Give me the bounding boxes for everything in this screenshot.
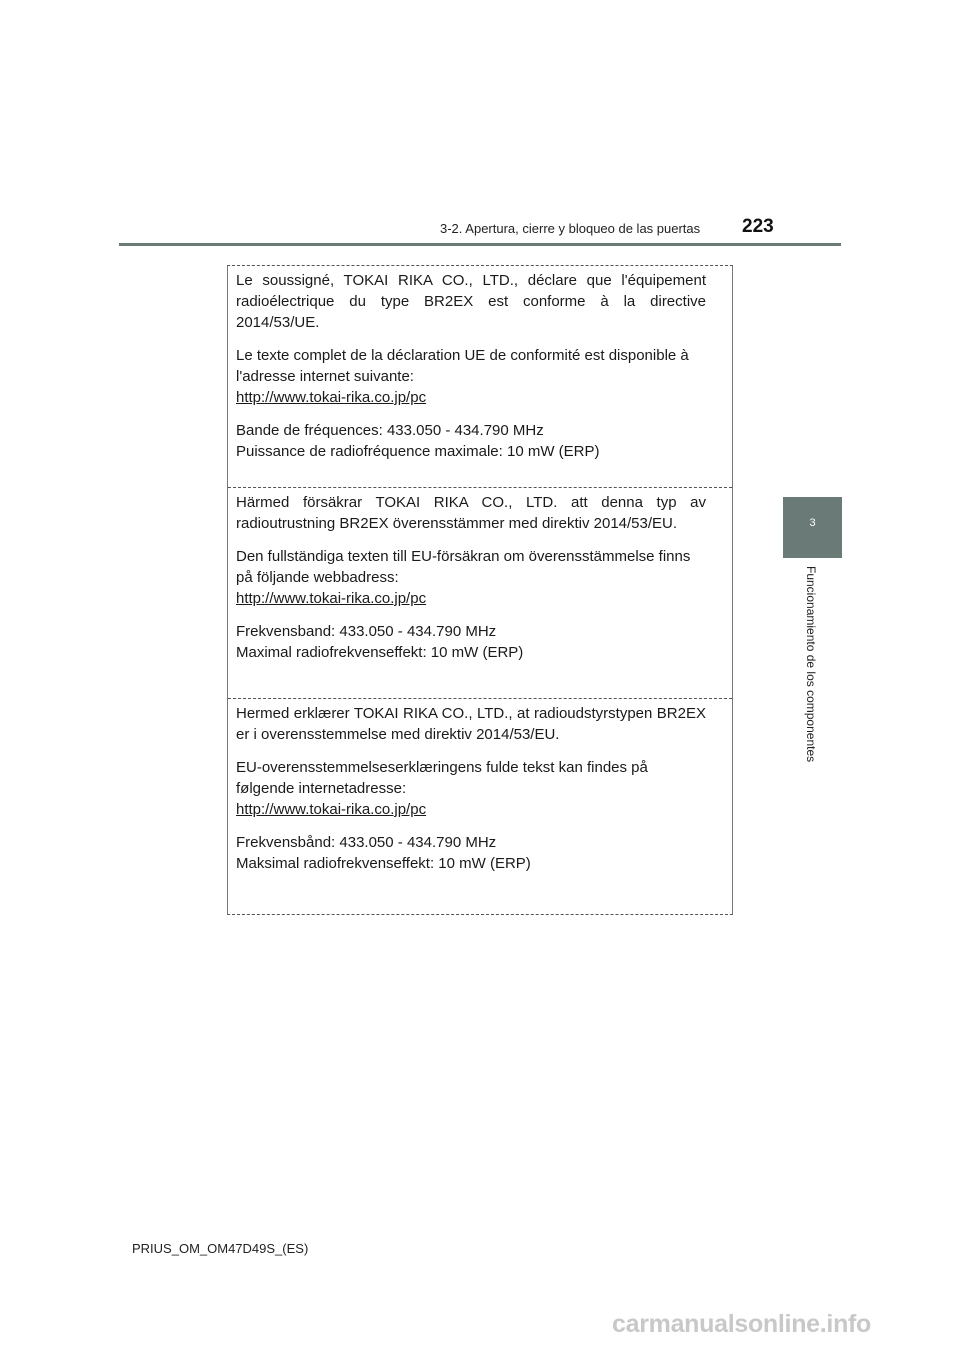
- declaration-box: [227, 265, 733, 915]
- availability-text: Den fullständiga texten till EU-försäkran om överensstämmelse finns på följande webbadress:: [236, 548, 691, 586]
- declaration-specs: [236, 420, 706, 462]
- frequency-band: Bande de fréquences: 433.050 - 434.790 MHz: [236, 422, 544, 439]
- document-code: PRIUS_OM_OM47D49S_(ES): [132, 1241, 309, 1256]
- max-power: Puissance de radiofréquence maximale: 10 mW (ERP): [236, 443, 600, 460]
- declaration-specs: [236, 832, 706, 874]
- declaration-link[interactable]: http://www.tokai-rika.co.jp/pc: [236, 389, 427, 406]
- availability-text: Le texte complet de la déclaration UE de conformité est disponible à l'adresse internet suivante:: [236, 347, 689, 385]
- section-title: 3-2. Apertura, cierre y bloqueo de las puertas: [440, 221, 701, 236]
- declaration-availability: [236, 345, 706, 408]
- declaration-link[interactable]: http://www.tokai-rika.co.jp/pc: [236, 590, 427, 607]
- declaration-french: [228, 266, 732, 487]
- max-power: Maksimal radiofrekvenseffekt: 10 mW (ERP): [236, 855, 531, 872]
- page-number: 223: [742, 216, 774, 237]
- declaration-availability: [236, 546, 706, 609]
- frequency-band: Frekvensband: 433.050 - 434.790 MHz: [236, 623, 497, 640]
- declaration-statement: Härmed försäkrar TOKAI RIKA CO., LTD. att denna typ av radioutrustning BR2EX överensstämmer med direktiv 2014/53/EU.: [236, 494, 706, 532]
- chapter-label: Funcionamiento de los componentes: [804, 566, 818, 763]
- frequency-band: Frekvensbånd: 433.050 - 434.790 MHz: [236, 834, 497, 851]
- declaration-statement: Le soussigné, TOKAI RIKA CO., LTD., déclare que l'équipement radioélectrique du type BR2EX est conforme à la directive 2014/53/UE.: [236, 272, 706, 331]
- declaration-danish: [228, 699, 732, 914]
- header-divider: [119, 243, 841, 246]
- declaration-swedish: [228, 487, 732, 699]
- declaration-link[interactable]: http://www.tokai-rika.co.jp/pc: [236, 801, 427, 818]
- max-power: Maximal radiofrekvenseffekt: 10 mW (ERP): [236, 644, 524, 661]
- declaration-availability: [236, 757, 706, 820]
- chapter-tab[interactable]: [783, 497, 842, 558]
- declaration-specs: [236, 621, 706, 663]
- declaration-statement: Hermed erklærer TOKAI RIKA CO., LTD., at radioudstyrstypen BR2EX er i overensstemmelse med direktiv 2014/53/EU.: [236, 705, 706, 743]
- availability-text: EU-overensstemmelseserklæringens fulde tekst kan findes på følgende internetadresse:: [236, 759, 648, 797]
- watermark: carmanualsonline.info: [612, 1310, 872, 1338]
- chapter-tab-number: 3: [809, 517, 816, 529]
